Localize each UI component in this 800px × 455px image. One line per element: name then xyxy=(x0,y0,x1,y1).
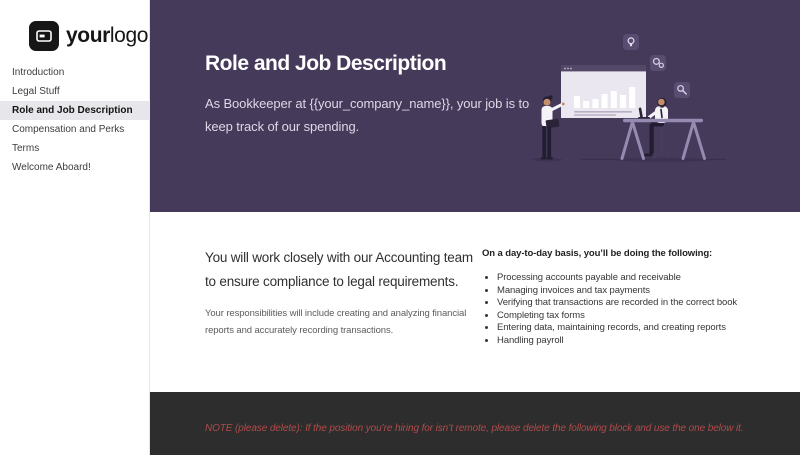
content-section xyxy=(150,212,800,392)
task-item: • Processing accounts payable and receivable xyxy=(497,272,782,285)
gears-icon xyxy=(650,55,666,71)
logo-icon xyxy=(29,21,59,51)
task-item: • Handling payroll xyxy=(497,335,782,348)
task-item: • Completing tax forms xyxy=(497,310,782,323)
search-icon xyxy=(674,82,690,98)
sidebar-item-legal-stuff[interactable]: Legal Stuff xyxy=(12,86,60,97)
logo-text: yourlogo xyxy=(66,24,149,47)
sidebar-item-terms[interactable]: Terms xyxy=(12,143,40,154)
main-area xyxy=(150,0,800,455)
presentation-illustration xyxy=(520,18,800,168)
sidebar-item-compensation-and-perks[interactable]: Compensation and Perks xyxy=(12,124,125,135)
hero-text xyxy=(205,52,560,139)
logo xyxy=(0,0,149,51)
task-item: • Entering data, maintaining records, and creating reports xyxy=(497,322,782,335)
task-item: • Verifying that transactions are recorded in the correct book xyxy=(497,297,782,310)
delete-note: NOTE (please delete): If the position you’re hiring for isn’t remote, please delete the following block and use the one below it. xyxy=(205,423,744,434)
sidebar-item-introduction[interactable]: Introduction xyxy=(12,67,65,78)
content-heading: You will work closely with our Accounting team to ensure compliance to legal requirements. xyxy=(205,250,473,289)
tasks-heading: On a day-to-day basis, you’ll be doing the following: xyxy=(482,248,713,259)
hero-subtitle: As Bookkeeper at {{your_company_name}}, your job is to keep track of our spending. xyxy=(205,96,530,134)
whiteboard xyxy=(561,65,646,118)
sidebar xyxy=(0,0,150,455)
hero-section xyxy=(150,0,800,212)
content-right-column xyxy=(482,248,782,347)
sidebar-item-welcome-aboard[interactable]: Welcome Aboard! xyxy=(12,162,91,173)
content-body: Your responsibilities will include creating and analyzing financial reports and accurately recording transactions. xyxy=(205,308,467,336)
content-left-column xyxy=(205,246,477,340)
presenter-woman xyxy=(541,95,565,159)
seated-man xyxy=(644,98,671,159)
desk-shadow xyxy=(617,158,709,162)
task-item: • Managing invoices and tax payments xyxy=(497,285,782,298)
sidebar-item-role-and-job-description[interactable]: Role and Job Description xyxy=(0,101,149,120)
footer-section xyxy=(150,392,800,455)
page-title: Role and Job Description xyxy=(205,52,447,75)
sidebar-nav xyxy=(0,63,149,177)
tasks-list xyxy=(482,272,782,347)
lightbulb-icon xyxy=(623,34,639,50)
